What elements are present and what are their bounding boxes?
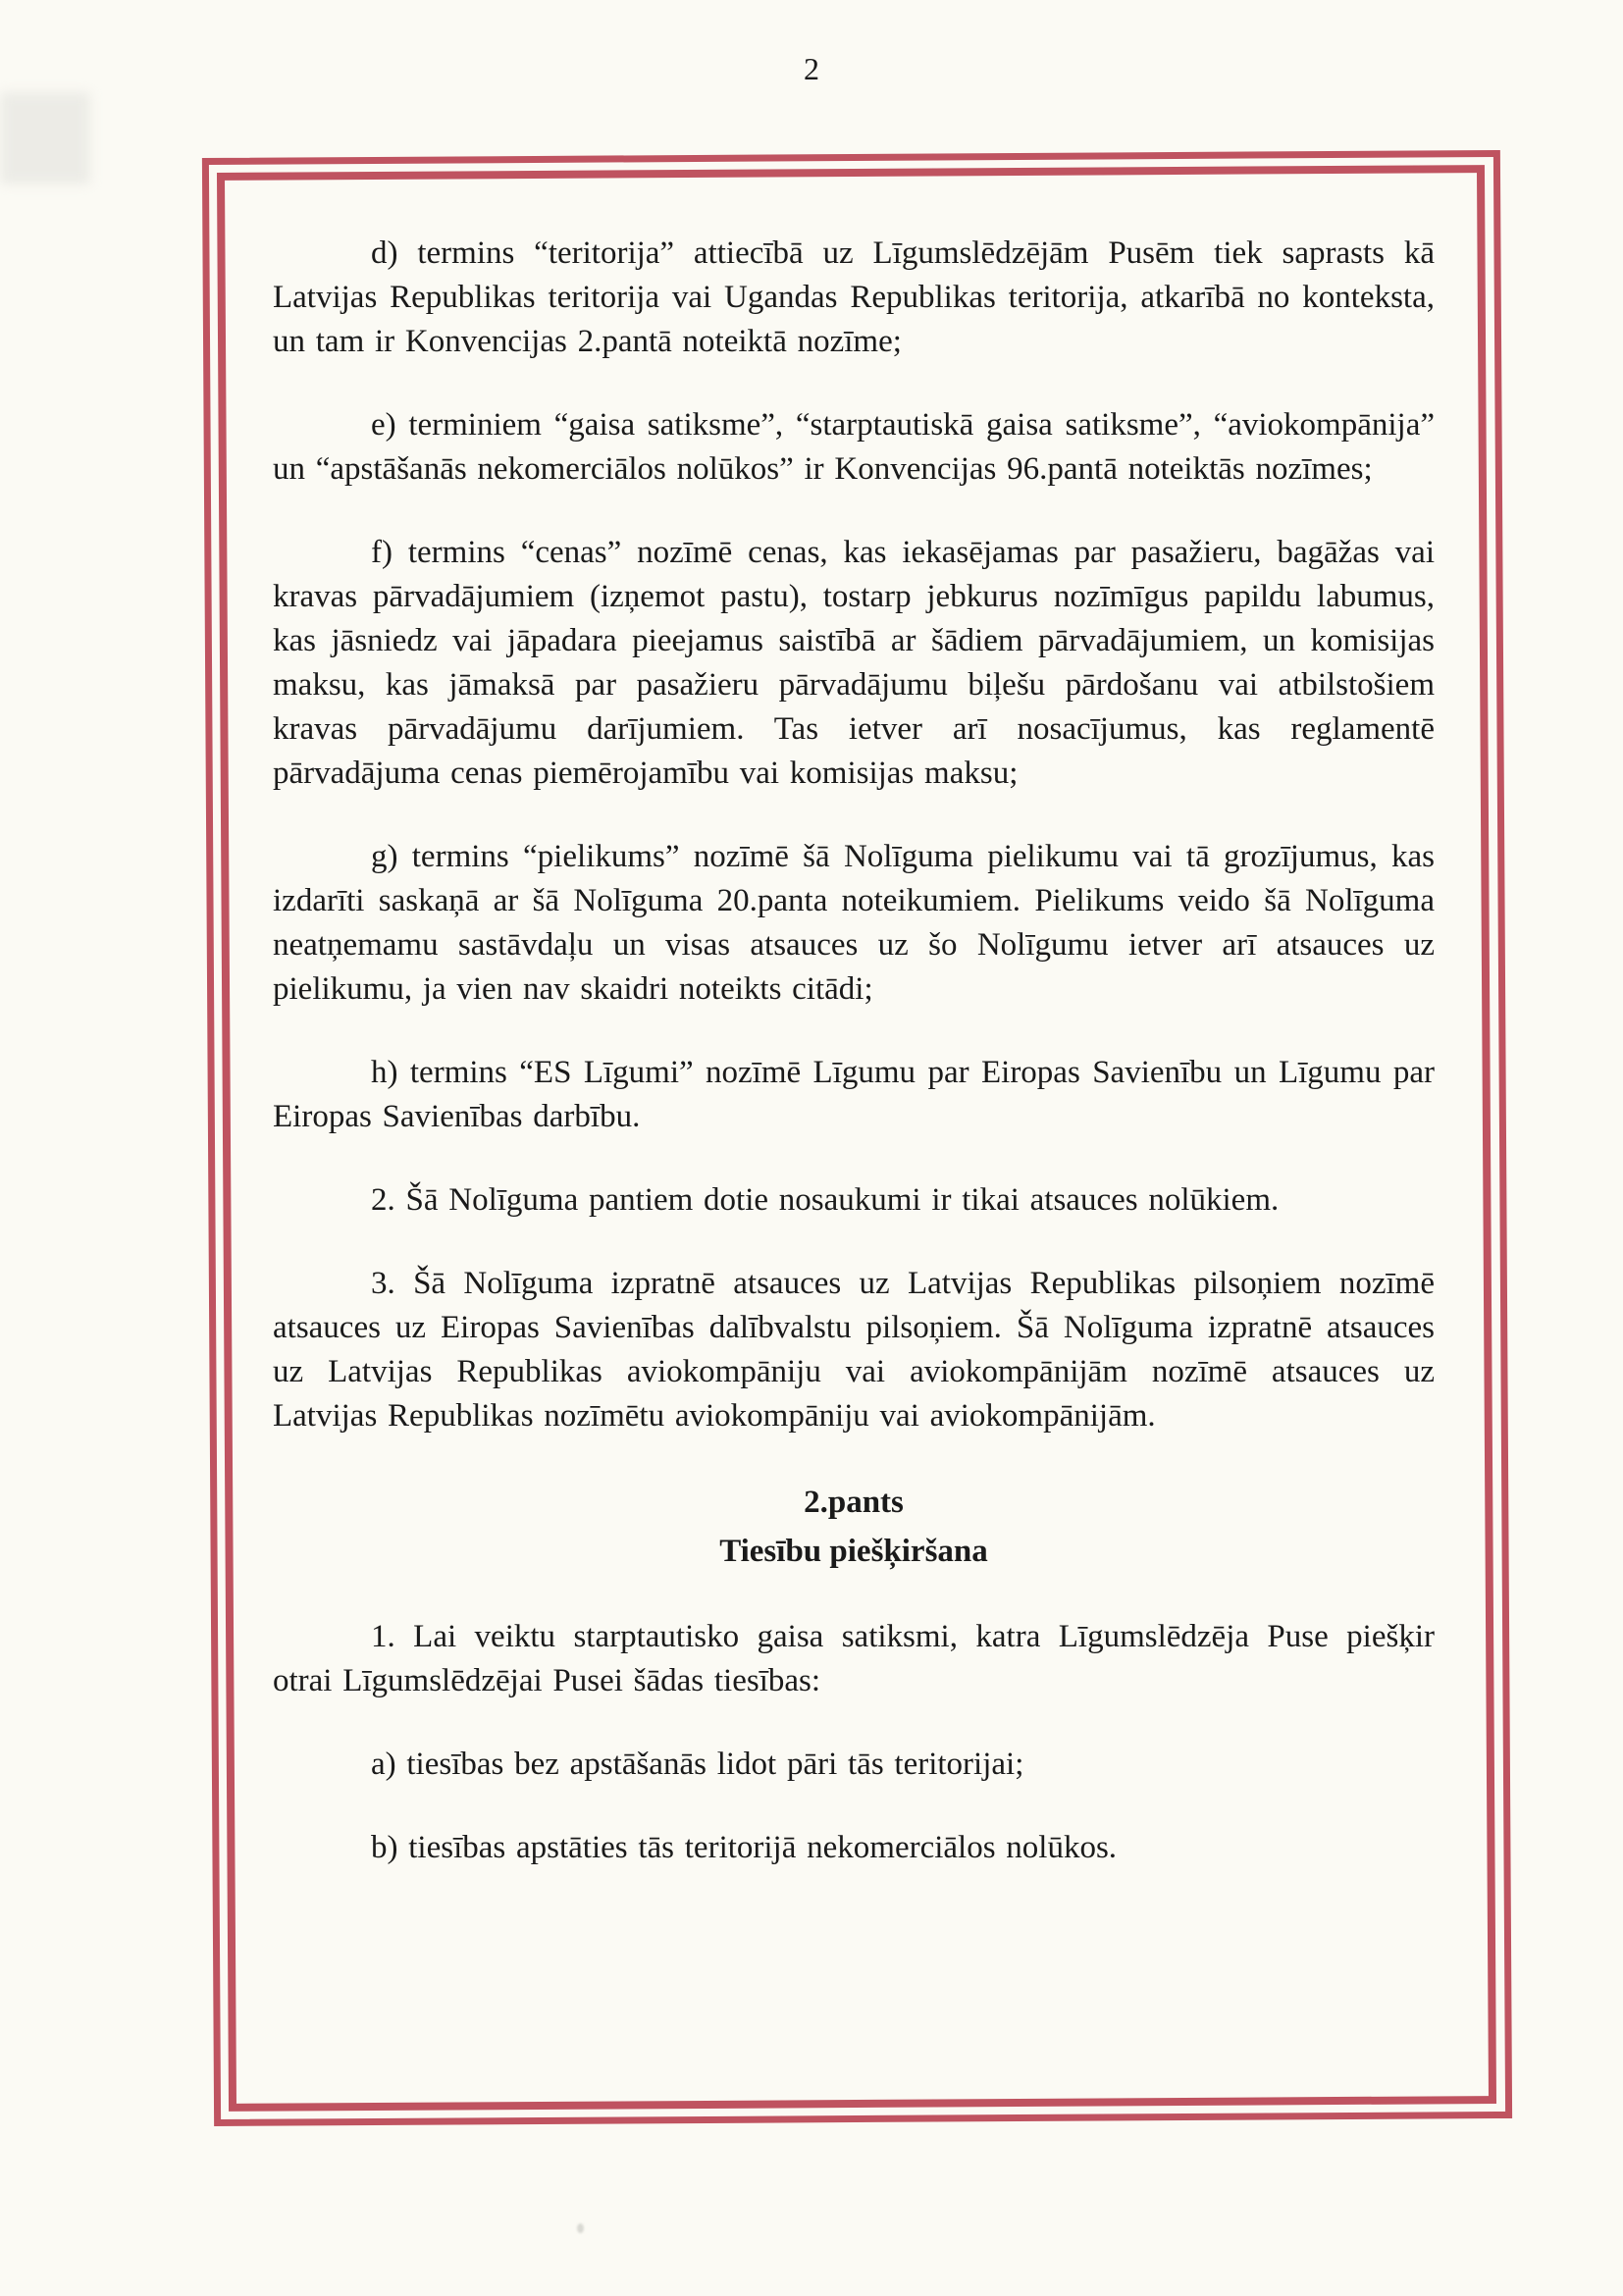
article-number: 2.pants [804,1485,904,1520]
paragraph-term-d: d) termins “teritorija” attiecībā uz Līgumslēdzējām Pusēm tiek saprasts kā Latvijas Republikas teritorija vai Ugandas Republikas teritorija, atkarībā no konteksta, un tam ir Konvencijas 2.pantā noteiktā nozīme; [273,235,1435,359]
paragraph-right-a: a) tiesības bez apstāšanās lidot pāri tās teritorijai; [371,1747,1024,1782]
article-heading [273,1478,1435,1576]
page-number: 2 [804,51,819,86]
paragraph-term-h: h) termins “ES Līgumi” nozīmē Līgumu par Eiropas Savienību un Līgumu par Eiropas Savienības darbību. [273,1055,1435,1134]
paragraph-item-2: 2. Šā Nolīguma pantiem dotie nosaukumi ir tikai atsauces nolūkiem. [371,1182,1280,1218]
paragraph-right-b: b) tiesības apstāties tās teritorijā nekomerciālos nolūkos. [371,1830,1118,1865]
paragraph-item-1: 1. Lai veiktu starptautisko gaisa satiksmi, katra Līgumslēdzēja Puse piešķir otrai Līgumslēdzējai Pusei šādas tiesības: [273,1619,1435,1698]
scan-speck [577,2223,584,2233]
paragraph-term-e: e) terminiem “gaisa satiksme”, “starptautiskā gaisa satiksme”, “aviokompānija” un “apstāšanās nekomerciālos nolūkos” ir Konvencijas 96.pantā noteiktās nozīmes; [273,407,1435,487]
scan-artifact [0,92,90,184]
paragraph-term-f: f) termins “cenas” nozīmē cenas, kas iekasējamas par pasažieru, bagāžas vai kravas pārvadājumiem (izņemot pastu), tostarp jebkurus nozīmīgus papildu labumus, kas jāsniedz vai jāpadara pieejamus saistībā ar šādiem pārvadājumiem, un komisijas maksu, kas jāmaksā par pasažieru pārvadājumu biļešu pārdošanu vai atbilstošiem kravas pārvadājumu darījumiem. Tas ietver arī nosacījumus, kas reglamentē pārvadājuma cenas piemērojamību vai komisijas maksu; [273,535,1435,791]
article-title: Tiesību piešķiršana [719,1534,988,1569]
document-body [273,232,1435,1909]
paragraph-term-g: g) termins “pielikums” nozīmē šā Nolīguma pielikumu vai tā grozījumus, kas izdarīti saskaņā ar šā Nolīguma 20.panta noteikumiem. Pielikums veido šā Nolīguma neatņemamu sastāvdaļu un visas atsauces uz šo Nolīgumu ietver arī atsauces uz pielikumu, ja vien nav skaidri noteikts citādi; [273,839,1435,1007]
paragraph-item-3: 3. Šā Nolīguma izpratnē atsauces uz Latvijas Republikas pilsoņiem nozīmē atsauces uz Eiropas Savienības dalībvalstu pilsoņiem. Šā Nolīguma izpratnē atsauces uz Latvijas Republikas aviokompāniju vai aviokompānijām nozīmē atsauces uz Latvijas Republikas nozīmētu aviokompāniju vai aviokompānijām. [273,1266,1435,1434]
